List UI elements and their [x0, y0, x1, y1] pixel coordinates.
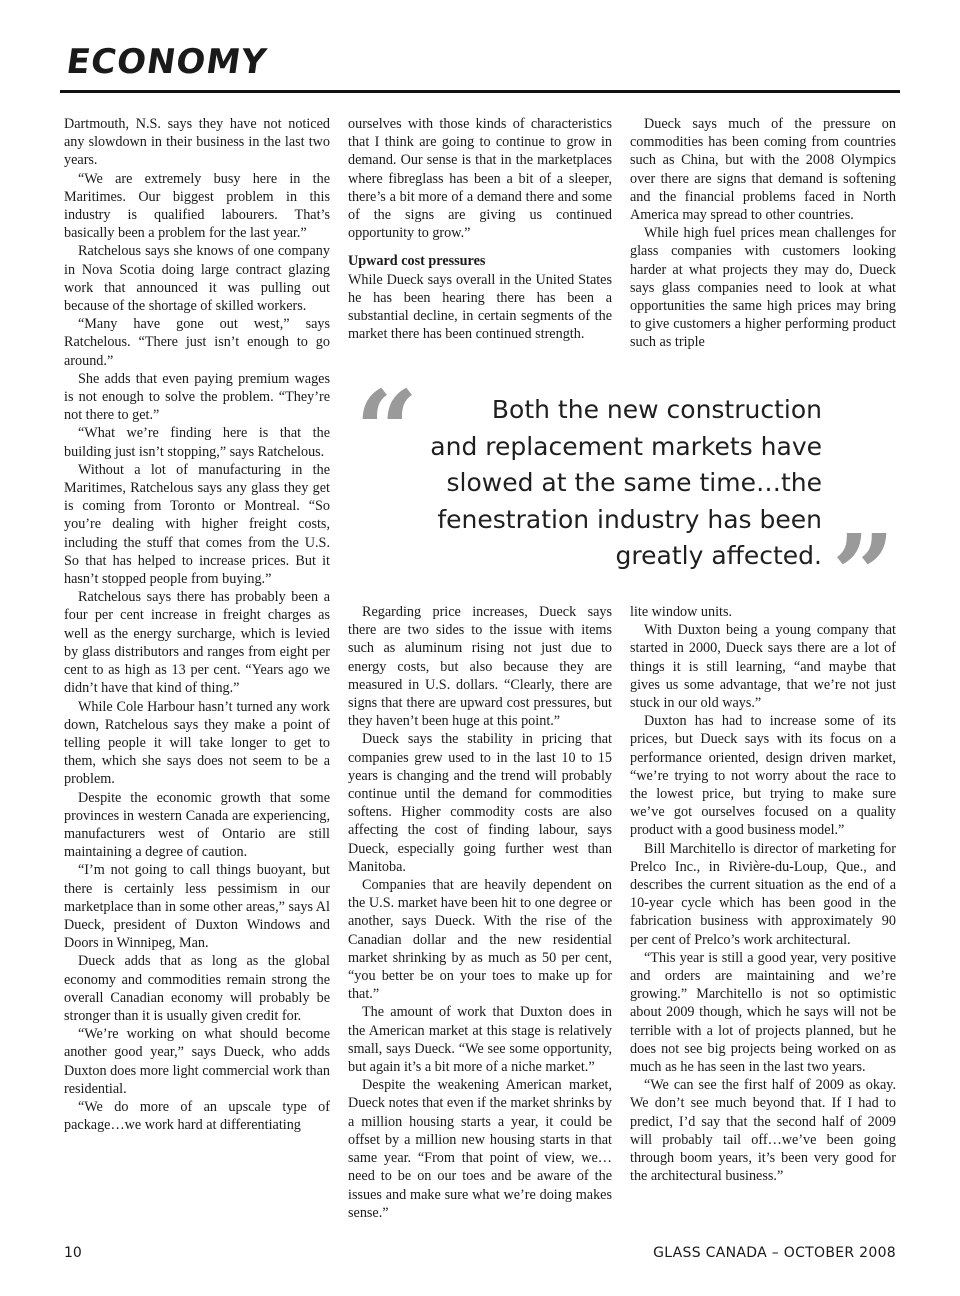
pull-quote-line: and replacement markets have — [430, 431, 822, 461]
paragraph: Despite the weakening American market, Dueck notes that even if the market shrinks by a million housing starts a year, it could be offset by a million new housing starts in that same year. “From that point of view, we…need to be on our toes and be aware of the issues and make sure what we’re doing makes sense.” — [348, 1077, 612, 1221]
paragraph: Ratchelous says she knows of one company in Nova Scotia doing large contract glazing work that announced it was pulling out because of the shortage of skilled workers. — [64, 243, 330, 315]
paragraph: While Dueck says overall in the United States he has been hearing there has been a substantial decline, in certain segments of the market there has been continued strength. — [348, 271, 612, 343]
column-1 — [64, 115, 330, 1134]
column-3-top — [630, 115, 896, 352]
paragraph: “We’re working on what should become another good year,” says Dueck, who adds Duxton does more light commercial work than residential. — [64, 1026, 330, 1097]
paragraph: Bill Marchitello is director of marketing for Prelco Inc., in Rivière-du-Loup, Que., and describes the current situation as the end of a 10-year cycle which has been good in the fabrication business with approximately 90 per cent of Prelco’s work architectural. — [630, 840, 896, 948]
paragraph: “Many have gone out west,” says Ratchelous. “There just isn’t enough to go around.” — [64, 316, 330, 369]
paragraph: “What we’re finding here is that the building just isn’t stopping,” says Ratchelous. — [64, 425, 330, 460]
subheading: Upward cost pressures — [348, 253, 486, 270]
close-quote-mark: ” — [831, 510, 895, 639]
paragraph: Without a lot of manufacturing in the Maritimes, Ratchelous says any glass they get is coming from Toronto or Montreal. “So you’re dealing with higher freight costs, including the stuff that comes from the U.S. So that has helped to increase prices. But it hasn’t stopped people from buying.” — [64, 461, 330, 588]
paragraph: Companies that are heavily dependent on the U.S. market have been hit to one degree or another, says Dueck. With the rise of the Canadian dollar and the new residential market shrinking by as much as 50 per cent, “you better be on your toes to make up for that.” — [348, 877, 612, 1003]
paragraph: Despite the economic growth that some provinces in western Canada are experiencing, manufacturers west of Ontario are still maintaining a degree of caution. — [64, 789, 330, 861]
pull-quote-line: slowed at the same time…the — [446, 468, 822, 497]
paragraph: “We can see the first half of 2009 as okay. We don’t see much beyond that. If I had to predict, I’d say that the second half of 2009 will probably tail off…we’ve been going through boom years, it’s been very good for the architectural business.” — [630, 1077, 896, 1185]
page-number: 10 — [64, 1245, 82, 1261]
title-rule — [60, 90, 900, 93]
paragraph: With Duxton being a young company that started in 2000, Dueck says there are a lot of things it is still learning, “and maybe that gives us some advantage, that we’re not just stuck in our old ways.” — [630, 622, 896, 712]
paragraph: While high fuel prices mean challenges for glass companies with customers looking harder at what projects they may do, Dueck says glass companies need to look at what opportunities the same high prices may bring to give customers a higher performing product such as triple — [630, 225, 896, 351]
open-quote-mark: “ — [355, 366, 419, 495]
paragraph: ourselves with those kinds of characteristics that I think are going to continue to grow in demand. Our sense is that in the marketplaces where fibreglass has been a bit of a sleeper, there’s a bit more of a demand there and some of the signs are giving us continued opportunity to grow.” — [348, 116, 612, 242]
paragraph: Dueck adds that as long as the global economy and commodities remain strong the overall Canadian economy will probably be stronger than it is usually given credit for. — [64, 953, 330, 1024]
paragraph: The amount of work that Duxton does in the American market at this stage is relatively small, says Dueck. “We see some opportunity, but again it’s a bit more of a niche market.” — [348, 1004, 612, 1076]
column-2-bottom — [348, 603, 612, 1222]
column-2-top — [348, 115, 612, 343]
pull-quote-line: Both the new construction — [491, 395, 822, 424]
paragraph: lite window units. — [630, 604, 733, 620]
paragraph: “This year is still a good year, very positive and orders are maintaining and we’re growing.” Marchitello is not so optimistic about 2009 though, which he says will not be terrible with a lot of projects planned, but he does not see big projects being worked on as much as he has seen in the last two years. — [630, 949, 896, 1076]
paragraph: Dartmouth, N.S. says they have not noticed any slowdown in their business in the last two years. — [64, 116, 330, 169]
paragraph: “We do more of an upscale type of package…we work hard at differentiating — [64, 1098, 330, 1134]
paragraph: Dueck says much of the pressure on commodities has been coming from countries such as China, but with the 2008 Olympics over there are signs that demand is softening and the financial problems faced in North America may spread to other countries. — [630, 116, 896, 224]
section-title: ECONOMY — [64, 42, 270, 82]
paragraph: “I’m not going to call things buoyant, but there is certainly less pessimism in our marketplace than in some other areas,” says Al Dueck, president of Duxton Windows and Doors in Winnipeg, Man. — [64, 862, 330, 952]
paragraph: While Cole Harbour hasn’t turned any work down, Ratchelous says they make a point of telling people it will take longer to get to them, which she says does not seem to be a problem. — [64, 698, 330, 788]
paragraph: “We are extremely busy here in the Maritimes. Our biggest problem in this industry is qualified labourers. That’s basically been a problem for the last year.” — [64, 170, 330, 242]
publication-footer: GLASS CANADA – OCTOBER 2008 — [653, 1245, 896, 1261]
column-3-bottom — [630, 603, 896, 1186]
pull-quote-line: greatly affected. — [615, 541, 822, 570]
pull-quote-text — [395, 392, 822, 575]
pull-quote-line: fenestration industry has been — [437, 504, 822, 534]
paragraph: Ratchelous says there has probably been a four per cent increase in freight charges as well as the energy surcharge, which is levied by glass distributors and ranges from eight per cent to as high as 13 per cent. “Years ago we didn’t have that kind of thing.” — [64, 589, 330, 697]
paragraph: Dueck says the stability in pricing that companies grew used to in the last 10 to 15 years is changing and the trend will probably continue until the demand for commodities softens. Higher commodity costs are also affecting the cost of finding labour, says Dueck, especially going further west than Manitoba. — [348, 731, 612, 875]
paragraph: She adds that even paying premium wages is not enough to solve the problem. “They’re not there to get.” — [64, 370, 330, 424]
paragraph: Regarding price increases, Dueck says there are two sides to the issue with items such as aluminum rising not just due to energy costs, but also because they are measured in U.S. dollars. “Clearly, there are signs that there are upward cost pressures, but they haven’t been huge at this point.” — [348, 604, 612, 730]
paragraph: Duxton has had to increase some of its prices, but Dueck says with its focus on a performance oriented, design driven market, “we’re trying to not worry about the race to the lowest price, but trying to make sure we’ve got ourselves focused on a quality product with a good business model.” — [630, 713, 896, 839]
